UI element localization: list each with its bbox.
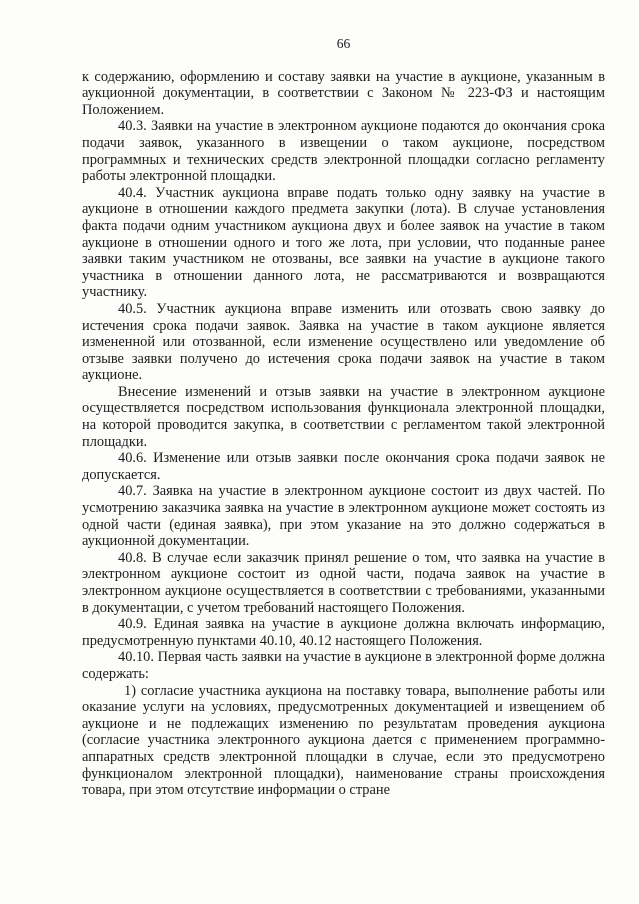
paragraph-continuation: к содержанию, оформлению и составу заявки на участие в аукционе, указанным в аукционной документации, в соответствии с Законом № 223-ФЗ и настоящим Положением. [82,68,605,118]
paragraph-40-4: 40.4. Участник аукциона вправе подать только одну заявку на участие в аукционе в отношении каждого предмета закупки (лота). В случае установления факта подачи одним участником аукциона двух и более заявок на участие в таком аукционе в отношении одного и того же лота, при условии, что поданные ранее заявки таким участником не отозваны, все заявки на участие в аукционе такого участника в отношении данного лота, не рассматриваются и возвращаются участнику. [82,184,605,301]
paragraph-40-5-amendments: Внесение изменений и отзыв заявки на участие в электронном аукционе осуществляется посредством использования функционала электронной площадки, на которой проводится закупка, в соответствии с регламентом такой электронной площадки. [82,383,605,450]
paragraph-40-5: 40.5. Участник аукциона вправе изменить или отозвать свою заявку до истечения срока подачи заявок. Заявка на участие в таком аукционе является измененной или отозванной, если изменение осуществлено или уведомление об отзыве заявки получено до истечения срока подачи заявок на участие в таком аукционе. [82,300,605,384]
paragraph-40-7: 40.7. Заявка на участие в электронном аукционе состоит из двух частей. По усмотрению заказчика заявка на участие в электронном аукционе может состоять из одной части (единая заявка), при этом указание на это должно содержаться в аукционной документации. [82,483,605,550]
paragraph-40-9: 40.9. Единая заявка на участие в аукционе должна включать информацию, предусмотренную пунктами 40.10, 40.12 настоящего Положения. [82,616,605,649]
list-item-1: 1) согласие участника аукциона на поставку товара, выполнение работы или оказание услуги на условиях, предусмотренных документацией и извещением об аукционе и не подлежащих изменению по результатам проведения аукциона (согласие участника электронного аукциона дается с применением программно-аппаратных средств электронной площадки в случае, если это предусмотрено функционалом электронной площадки), наименование страны происхождения товара, при этом отсутствие информации о стране [82,682,605,799]
paragraph-40-8: 40.8. В случае если заказчик принял решение о том, что заявка на участие в электронном аукционе состоит из одной части, подача заявок на участие в электронном аукционе осуществляется в соответствии с требованиями, указанными в документации, с учетом требований настоящего Положения. [82,549,605,616]
paragraph-40-3: 40.3. Заявки на участие в электронном аукционе подаются до окончания срока подачи заявок, указанного в извещении о таком аукционе, посредством программных и технических средств электронной площадки согласно регламенту работы электронной площадки. [82,118,605,185]
paragraph-40-6: 40.6. Изменение или отзыв заявки после окончания срока подачи заявок не допускается. [82,450,605,483]
page-number: 66 [336,36,351,51]
paragraph-40-10: 40.10. Первая часть заявки на участие в аукционе в электронной форме должна содержать: [82,649,605,682]
